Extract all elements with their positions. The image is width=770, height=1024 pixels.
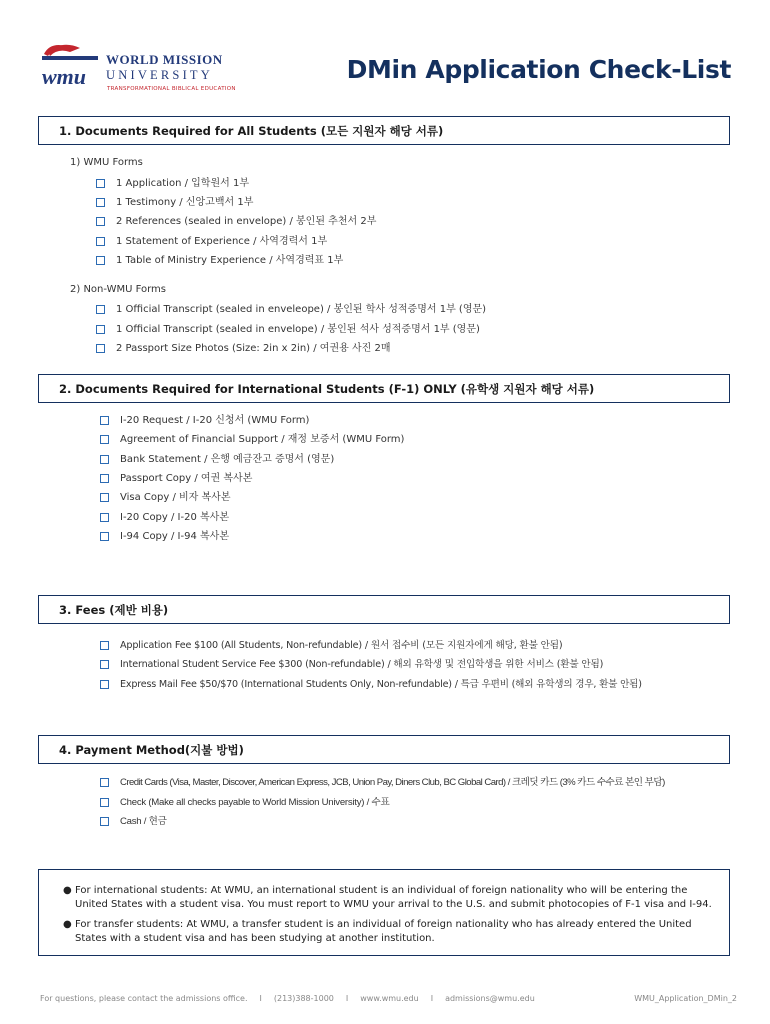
checklist-item-label: 1 Official Transcript (sealed in envelope) / 봉인된 석사 성적증명서 1부 (영문): [116, 324, 480, 335]
checklist-item-label: Express Mail Fee $50/$70 (International Students Only, Non-refundable) / 특급 우편비 (해외 유학생의 경우, 환불 안됨): [120, 679, 642, 690]
checklist-item-label: I-20 Copy / I-20 복사본: [120, 512, 229, 523]
footer-website-link[interactable]: www.wmu.edu: [360, 994, 419, 1003]
checklist-item-label: Bank Statement / 은행 예금잔고 증명서 (영문): [120, 454, 335, 465]
notes-box: [38, 869, 730, 956]
section-4-header: [38, 735, 730, 764]
checkbox[interactable]: [100, 680, 109, 689]
checklist-item-label: 1 Testimony / 신앙고백서 1부: [116, 197, 254, 208]
checklist-item-label: Check (Make all checks payable to World Mission University) / 수표: [120, 797, 390, 808]
section-1-header: [38, 116, 730, 145]
checkbox[interactable]: [100, 660, 109, 669]
checkbox[interactable]: [96, 305, 105, 314]
checklist-item-label: Passport Copy / 여권 복사본: [120, 473, 253, 484]
checkbox[interactable]: [100, 798, 109, 807]
checkbox[interactable]: [96, 325, 105, 334]
page-title: DMin Application Check-List: [346, 55, 731, 84]
checkbox[interactable]: [100, 778, 109, 787]
section-1-heading: 1. Documents Required for All Students (모든 지원자 해당 서류): [59, 124, 444, 138]
logo-name-line2: UNIVERSITY: [106, 68, 213, 82]
checkbox[interactable]: [96, 344, 105, 353]
checkbox[interactable]: [96, 198, 105, 207]
section-3-heading: 3. Fees (제반 비용): [59, 603, 169, 617]
svg-text:wmu: wmu: [42, 64, 87, 89]
checklist-item-label: I-20 Request / I-20 신청서 (WMU Form): [120, 415, 310, 426]
logo-name-line1: WORLD MISSION: [106, 52, 223, 67]
checkbox[interactable]: [100, 474, 109, 483]
checkbox[interactable]: [100, 435, 109, 444]
checkbox[interactable]: [96, 256, 105, 265]
checkbox[interactable]: [100, 493, 109, 502]
checklist-item-label: 1 Statement of Experience / 사역경력서 1부: [116, 236, 328, 247]
footer-phone: (213)388-1000: [273, 994, 334, 1003]
university-logo: [40, 42, 240, 96]
footer-doc-id: WMU_Application_DMin_2: [634, 994, 737, 1003]
checklist-item-label: Cash / 현금: [120, 816, 167, 827]
checklist-item-label: 1 Official Transcript (sealed in enveleope) / 봉인된 학사 성적증명서 1부 (영문): [116, 304, 487, 315]
section-2-header: [38, 374, 730, 403]
bullet-icon: ●: [63, 919, 72, 930]
checkbox[interactable]: [100, 513, 109, 522]
wmu-emblem-icon: [40, 42, 102, 96]
checklist-item-label: 2 References (sealed in envelope) / 봉인된 추천서 2부: [116, 216, 377, 227]
note-text: For international students: At WMU, an international student is an individual of foreign nationality who will be entering the United States with a student visa. You must report to WMU your arrival to the U.S. and submit photocopies of F-1 visa and I-94.: [75, 885, 712, 910]
footer-contact-text: For questions, please contact the admissions office.: [40, 994, 248, 1003]
footer-separator: I: [430, 994, 434, 1003]
checkbox[interactable]: [96, 217, 105, 226]
group-label-non-wmu-forms: 2) Non-WMU Forms: [70, 284, 166, 295]
checklist-item-label: Application Fee $100 (All Students, Non-refundable) / 원서 접수비 (모든 지원자에게 해당, 환불 안됨): [120, 640, 563, 651]
checklist-item-label: Agreement of Financial Support / 재정 보증서 (WMU Form): [120, 434, 405, 445]
checklist-item-label: I-94 Copy / I-94 복사본: [120, 531, 229, 542]
checklist-item-label: Credit Cards (Visa, Master, Discover, American Express, JCB, Union Pay, Diners Club, BC Global Card) / 크레딧 카드 (3% 카드 수수료 본인 부담): [120, 777, 665, 788]
group-label-wmu-forms: 1) WMU Forms: [70, 157, 143, 168]
checklist-item-label: 1 Application / 입학원서 1부: [116, 178, 249, 189]
footer-email-link[interactable]: admissions@wmu.edu: [445, 994, 535, 1003]
section-4-heading: 4. Payment Method(지불 방법): [59, 743, 244, 757]
checkbox[interactable]: [100, 817, 109, 826]
checklist-item-label: 1 Table of Ministry Experience / 사역경력표 1부: [116, 255, 344, 266]
checkbox[interactable]: [96, 179, 105, 188]
bullet-icon: ●: [63, 885, 72, 896]
checkbox[interactable]: [100, 641, 109, 650]
checklist-item-label: Visa Copy / 비자 복사본: [120, 492, 231, 503]
footer-separator: I: [345, 994, 349, 1003]
checkbox[interactable]: [100, 416, 109, 425]
note-text: For transfer students: At WMU, a transfer student is an individual of foreign nationality who has already entered the United States with a student visa and has been studying at another institution.: [75, 919, 692, 944]
checkbox[interactable]: [96, 237, 105, 246]
checklist-item-label: International Student Service Fee $300 (Non-refundable) / 해외 유학생 및 전입학생을 위한 서비스 (환불 안됨): [120, 659, 604, 670]
checkbox[interactable]: [100, 532, 109, 541]
logo-tagline: TRANSFORMATIONAL BIBLICAL EDUCATION: [107, 86, 236, 92]
section-3-header: [38, 595, 730, 624]
checkbox[interactable]: [100, 455, 109, 464]
checklist-item-label: 2 Passport Size Photos (Size: 2in x 2in) / 여권용 사진 2매: [116, 343, 391, 354]
footer-contact: [40, 994, 535, 1003]
section-2-heading: 2. Documents Required for International Students (F-1) ONLY (유학생 지원자 해당 서류): [59, 382, 595, 396]
footer-separator: I: [259, 994, 262, 1003]
